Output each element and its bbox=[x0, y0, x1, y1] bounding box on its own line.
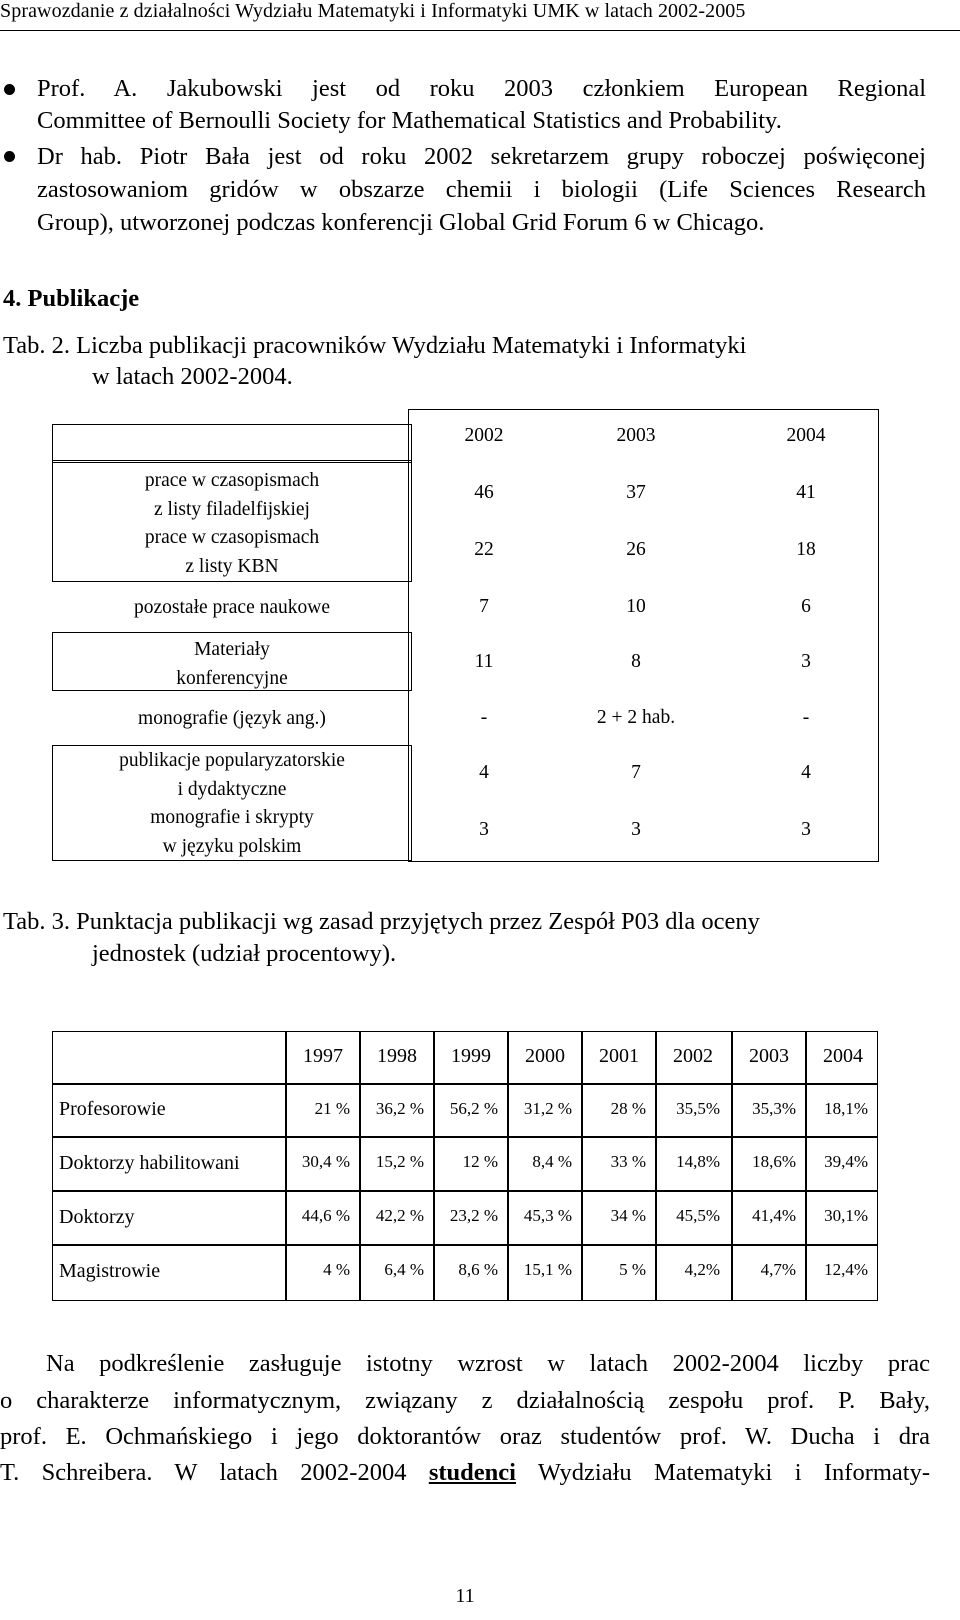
table2-value: 3 bbox=[801, 819, 811, 840]
header-rule bbox=[0, 30, 960, 31]
table2-value: 46 bbox=[474, 482, 494, 503]
label-line: Materiały bbox=[194, 639, 270, 660]
table3-year: 2001 bbox=[599, 1045, 639, 1067]
table3-value: 41,4% bbox=[752, 1206, 796, 1225]
table2-value: 37 bbox=[626, 482, 646, 503]
bullet-dot bbox=[4, 151, 15, 162]
section-heading: 4. Publikacje bbox=[3, 285, 140, 312]
table3-column-rule bbox=[581, 1032, 583, 1300]
table3-row-rule bbox=[53, 1136, 877, 1138]
table2-value: 7 bbox=[479, 596, 489, 617]
table3-year: 1998 bbox=[377, 1045, 417, 1067]
table2-value: 3 bbox=[479, 819, 489, 840]
table3-value: 31,2 % bbox=[523, 1099, 572, 1118]
table3-value: 56,2 % bbox=[449, 1099, 498, 1118]
label-line: i dydaktyczne bbox=[177, 779, 287, 800]
table3-value: 45,3 % bbox=[523, 1206, 572, 1225]
table2-value: 4 bbox=[801, 762, 811, 783]
paragraph-line-4-end: Wydziału Matematyki i Informaty- bbox=[515, 1459, 931, 1486]
bullet-dot bbox=[4, 84, 15, 95]
table3-value: 8,6 % bbox=[458, 1260, 498, 1279]
table3-column-rule bbox=[433, 1032, 435, 1300]
label-line: prace w czasopismach bbox=[144, 470, 320, 491]
table3-value: 15,2 % bbox=[375, 1152, 424, 1171]
table3-value: 5 % bbox=[619, 1260, 646, 1279]
table2-year-2004: 2004 bbox=[786, 425, 826, 446]
table3-column-rule bbox=[731, 1032, 733, 1300]
running-header: Sprawozdanie z działalności Wydziału Matematyki i Informatyki UMK w latach 2002-2005 bbox=[0, 0, 746, 22]
table2-value: 3 bbox=[631, 819, 641, 840]
table3-column-rule bbox=[655, 1032, 657, 1300]
table2-value: 26 bbox=[626, 539, 646, 560]
table2-values-box bbox=[408, 409, 879, 862]
table3-row-rule bbox=[53, 1190, 877, 1192]
paragraph-line-1: Na podkreślenie zasługuje istotny wzrost w latach 2002-2004 liczby prac bbox=[46, 1350, 930, 1377]
table2-value: - bbox=[802, 707, 810, 728]
table3-value: 18,1% bbox=[824, 1099, 868, 1118]
table3-caption-line-1: Tab. 3. Punktacja publikacji wg zasad przyjętych przez Zespół P03 dla oceny bbox=[3, 908, 760, 935]
table3-row-label: Profesorowie bbox=[59, 1098, 166, 1120]
table3-row-label: Doktorzy bbox=[59, 1206, 135, 1228]
table3-year: 1997 bbox=[303, 1045, 343, 1067]
table3-value: 45,5% bbox=[676, 1206, 720, 1225]
label-line: prace w czasopismach bbox=[144, 527, 320, 548]
table3-value: 33 % bbox=[610, 1152, 646, 1171]
table3-column-rule bbox=[507, 1032, 509, 1300]
paragraph-line-4-start: T. Schreibera. W latach 2002-2004 bbox=[0, 1459, 429, 1486]
table3-row-label: Doktorzy habilitowani bbox=[59, 1152, 240, 1174]
table3-year: 2004 bbox=[823, 1045, 863, 1067]
label-line: publikacje popularyzatorskie bbox=[119, 750, 345, 771]
table2-value: 41 bbox=[796, 482, 816, 503]
table3-year: 2003 bbox=[749, 1045, 789, 1067]
table2-year-2002: 2002 bbox=[464, 425, 504, 446]
bullet-1-line-2: Committee of Bernoulli Society for Mathematical Statistics and Probability. bbox=[37, 107, 782, 134]
table3-value: 18,6% bbox=[752, 1152, 796, 1171]
table2-row-label bbox=[52, 635, 412, 693]
table3-value: 12,4% bbox=[824, 1260, 868, 1279]
table3-row-rule bbox=[53, 1244, 877, 1246]
table3-value: 21 % bbox=[314, 1099, 350, 1118]
paragraph-line-3: prof. E. Ochmańskiego i jego doktorantów oraz studentów prof. W. Ducha i dra bbox=[0, 1423, 930, 1450]
table3-value: 34 % bbox=[610, 1206, 646, 1225]
table3-column-rule bbox=[359, 1032, 361, 1300]
publication-score-table bbox=[52, 1031, 878, 1301]
table3-value: 15,1 % bbox=[523, 1260, 572, 1279]
table2-value: 4 bbox=[479, 762, 489, 783]
table3-column-rule bbox=[285, 1032, 287, 1300]
label-line: w języku polskim bbox=[162, 836, 302, 857]
table2-value: 3 bbox=[801, 651, 811, 672]
table3-year: 2002 bbox=[673, 1045, 713, 1067]
bullet-2-line-3: Group), utworzonej podczas konferencji Global Grid Forum 6 w Chicago. bbox=[37, 209, 765, 236]
table2-row-label bbox=[52, 466, 412, 524]
table3-value: 35,3% bbox=[752, 1099, 796, 1118]
table3-value: 30,4 % bbox=[301, 1152, 350, 1171]
table2-value: 18 bbox=[796, 539, 816, 560]
table2-value: 22 bbox=[474, 539, 494, 560]
table2-row-label bbox=[52, 704, 412, 733]
table3-year: 1999 bbox=[451, 1045, 491, 1067]
table2-row-label bbox=[52, 523, 412, 581]
table2-value: 6 bbox=[801, 596, 811, 617]
table3-value: 4,2% bbox=[684, 1260, 720, 1279]
table3-value: 36,2 % bbox=[375, 1099, 424, 1118]
table2-value: 11 bbox=[474, 651, 494, 672]
table3-year: 2000 bbox=[525, 1045, 565, 1067]
paragraph-emphasis: studenci bbox=[428, 1459, 516, 1486]
bullet-1-line-1: Prof. A. Jakubowski jest od roku 2003 członkiem European Regional bbox=[37, 75, 926, 102]
table3-caption-line-2: jednostek (udział procentowy). bbox=[92, 940, 397, 967]
table3-value: 39,4% bbox=[824, 1152, 868, 1171]
table2-caption-line-2: w latach 2002-2004. bbox=[92, 363, 293, 390]
table2-value: - bbox=[480, 707, 488, 728]
table3-value: 35,5% bbox=[676, 1099, 720, 1118]
table2-value: 2 + 2 hab. bbox=[596, 707, 676, 728]
label-line: pozostałe prace naukowe bbox=[134, 597, 330, 618]
label-line: monografie (język ang.) bbox=[138, 708, 326, 729]
table2-row-label bbox=[52, 746, 412, 804]
table2-row-label bbox=[52, 593, 412, 622]
label-line: z listy filadelfijskiej bbox=[154, 499, 310, 520]
table3-value: 42,2 % bbox=[375, 1206, 424, 1225]
table2-header-label-cell bbox=[52, 424, 412, 463]
table3-row-label: Magistrowie bbox=[59, 1260, 161, 1282]
table2-year-2003: 2003 bbox=[616, 425, 656, 446]
page-number: 11 bbox=[455, 1585, 475, 1607]
label-line: konferencyjne bbox=[176, 668, 288, 689]
label-line: monografie i skrypty bbox=[150, 807, 314, 828]
label-line: z listy KBN bbox=[185, 556, 279, 577]
table3-value: 6,4 % bbox=[384, 1260, 424, 1279]
bullet-2-line-1: Dr hab. Piotr Bała jest od roku 2002 sekretarzem grupy roboczej poświęconej bbox=[37, 143, 926, 170]
table3-value: 23,2 % bbox=[449, 1206, 498, 1225]
bullet-2-line-2: zastosowaniom gridów w obszarze chemii i biologii (Life Sciences Research bbox=[37, 176, 926, 203]
table3-value: 28 % bbox=[610, 1099, 646, 1118]
table2-row-label bbox=[52, 803, 412, 861]
table3-value: 12 % bbox=[462, 1152, 498, 1171]
table3-value: 4,7% bbox=[760, 1260, 796, 1279]
paragraph-line-4 bbox=[0, 1454, 930, 1491]
table2-value: 10 bbox=[626, 596, 646, 617]
paragraph-line-2: o charakterze informatycznym, związany z działalnością zespołu prof. P. Bały, bbox=[0, 1387, 930, 1414]
table3-value: 8,4 % bbox=[532, 1152, 572, 1171]
table3-value: 44,6 % bbox=[301, 1206, 350, 1225]
table3-column-rule bbox=[805, 1032, 807, 1300]
table2-value: 7 bbox=[631, 762, 641, 783]
table3-value: 30,1% bbox=[824, 1206, 868, 1225]
table3-row-rule bbox=[53, 1083, 877, 1085]
table2-caption-line-1: Tab. 2. Liczba publikacji pracowników Wydziału Matematyki i Informatyki bbox=[3, 332, 747, 359]
table3-value: 4 % bbox=[323, 1260, 350, 1279]
publications-count-table bbox=[52, 409, 878, 861]
table3-value: 14,8% bbox=[676, 1152, 720, 1171]
table2-value: 8 bbox=[631, 651, 641, 672]
